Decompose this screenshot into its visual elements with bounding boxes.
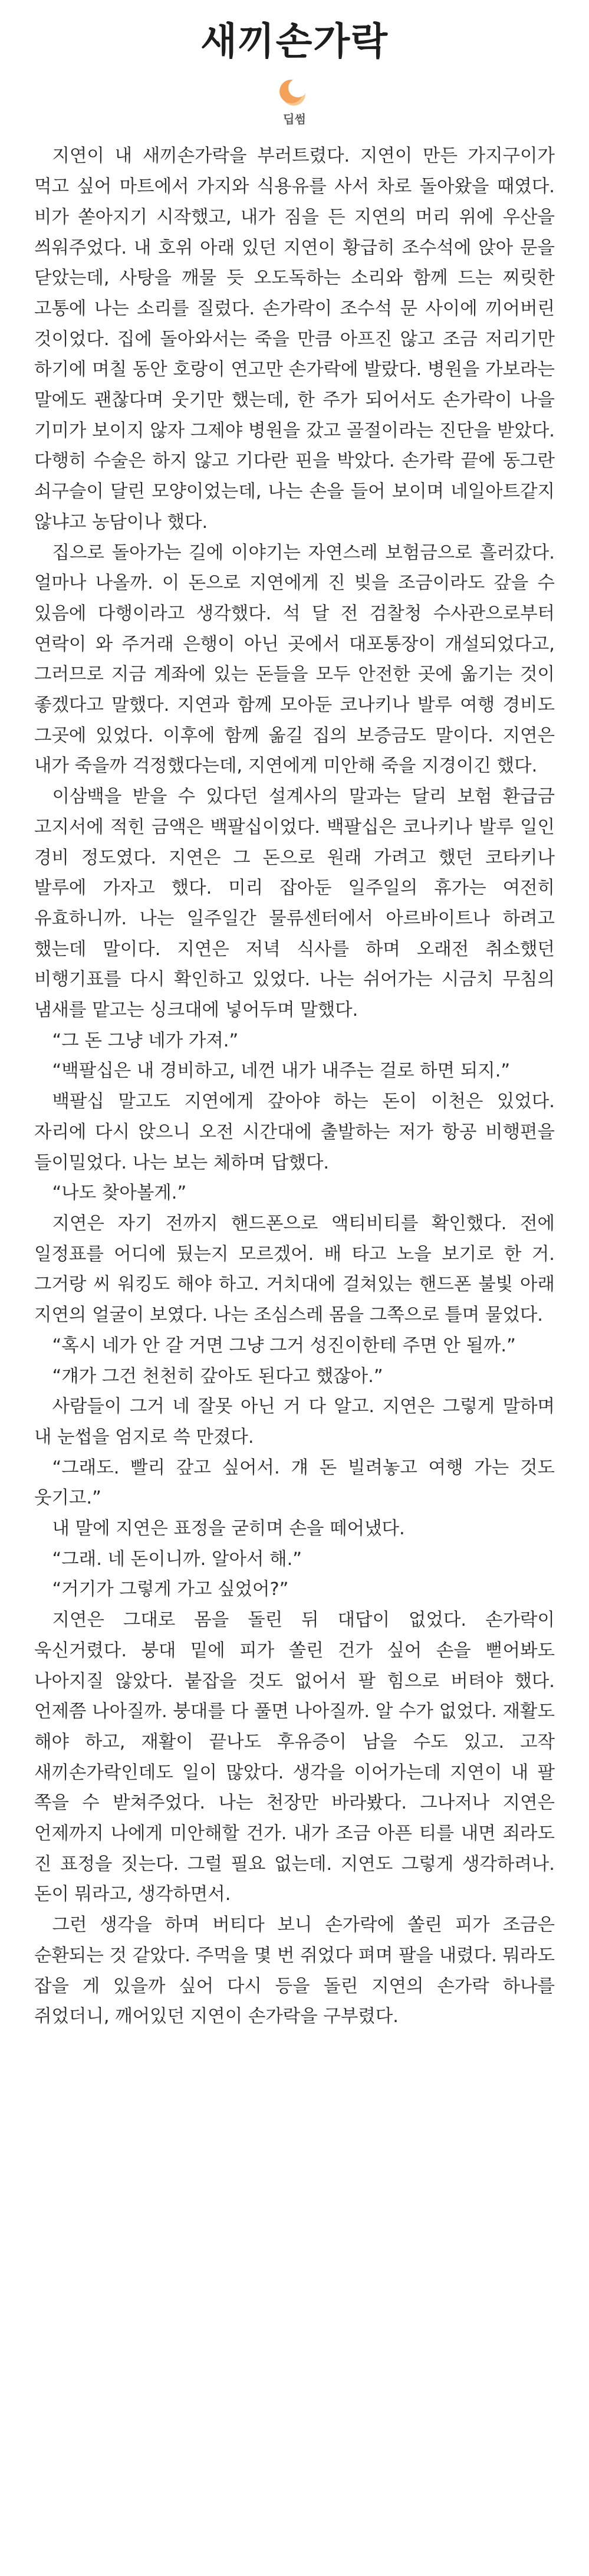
paragraph: 그런 생각을 하며 버티다 보니 손가락에 쏠린 피가 조금은 순환되는 것 같았다. 주먹을 몇 번 쥐었다 펴며 팔을 내렸다. 뭐라도 잡을 게 있을까 싶어 다시 등을 돌린 지연의 손가락 하나를 쥐었더니, 깨어있던 지연이 손가락을 구부렸다.	[34, 1915, 555, 2027]
paragraph: 사람들이 그거 네 잘못 아닌 거 다 알고. 지연은 그렇게 말하며 내 눈썹을 엄지로 쓱 만졌다.	[34, 1396, 555, 1448]
paragraph: 백팔십 말고도 지연에게 갚아야 하는 돈이 이천은 있었다. 자리에 다시 앉으니 오전 시간대에 출발하는 저가 항공 비행편을 들이밀었다. 나는 보는 체하며 답했다.	[34, 1091, 555, 1173]
brand-name: 딥썸	[283, 112, 306, 127]
paragraph: 지연은 그대로 몸을 돌린 뒤 대답이 없었다. 손가락이 욱신거렸다. 붕대 밑에 피가 쏠린 건가 싶어 손을 뻗어봐도 나아지질 않았다. 붙잡을 것도 없어서 팔 힘으로 버텨야 했다. 언제쯤 나아질까. 붕대를 다 풀면 나아질까. 알 수가 없었다. 재활도 해야 하고, 재활이 끝나도 후유증이 남을 수도 있고. 고작 새끼손가락인데도 일이 많았다. 생각을 이어가는데 지연이 내 팔 쪽을 수 받쳐주었다. 나는 천장만 바라봤다. 그나저나 지연은 언제까지 나에게 미안해할 건가. 내가 조금 아픈 티를 내면 죄라도 진 표정을 짓는다. 그럴 필요 없는데. 지연도 그렇게 생각하려나. 돈이 뭐라고, 생각하면서.	[34, 1610, 555, 1905]
paragraph: 내 말에 지연은 표정을 굳히며 손을 떼어냈다.	[52, 1518, 405, 1540]
dialogue-line: “혹시 네가 안 갈 거면 그냥 그거 성진이한테 주면 안 될까.”	[52, 1335, 516, 1356]
dialogue-line: “그래. 네 돈이니까. 알아서 해.”	[52, 1548, 302, 1570]
paragraph: 지연은 자기 전까지 핸드폰으로 액티비티를 확인했다. 전에 일정표를 어디에 뒀는지 모르겠어. 배 타고 노을 보기로 한 거. 그거랑 씨 워킹도 해야 하고. 거치대에 걸쳐있는 핸드폰 불빛 아래 지연의 얼굴이 보였다. 나는 조심스레 몸을 그쪽으로 틀며 물었다.	[34, 1213, 555, 1326]
dialogue-line: “백팔십은 내 경비하고, 네껀 내가 내주는 걸로 하면 되지.”	[52, 1061, 511, 1082]
brand-mark	[34, 76, 555, 127]
paragraph: 집으로 돌아가는 길에 이야기는 자연스레 보험금으로 흘러갔다. 얼마나 나올까. 이 돈으로 지연에게 진 빚을 조금이라도 갚을 수 있음에 다행이라고 생각했다. 석 달 전 검찰청 수사관으로부터 연락이 와 주거래 은행이 아닌 곳에서 대포통장이 개설되었다고, 그러므로 지금 계좌에 있는 돈들을 모두 안전한 곳에 옮기는 것이 좋겠다고 말했다. 지연과 함께 모아둔 코나키나 발루 여행 경비도 그곳에 있었다. 이후에 함께 옮길 집의 보증금도 말이다. 지연은 내가 죽을까 걱정했다는데, 지연에게 미안해 죽을 지경이긴 했다.	[34, 542, 555, 777]
paragraph: 지연이 내 새끼손가락을 부러트렸다. 지연이 만든 가지구이가 먹고 싶어 마트에서 가지와 식용유를 사서 차로 돌아왔을 때였다. 비가 쏟아지기 시작했고, 내가 짐을 든 지연의 머리 위에 우산을 씌워주었다. 내 호위 아래 있던 지연이 황급히 조수석에 앉아 문을 닫았는데, 사탕을 깨물 듯 오도독하는 소리와 함께 드는 찌릿한 고통에 나는 소리를 질렀다. 손가락이 조수석 문 사이에 끼어버린 것이었다. 집에 돌아와서는 죽을 만큼 아프진 않고 조금 저리기만 하기에 며칠 동안 호랑이 연고만 손가락에 발랐다. 병원을 가보라는 말에도 괜찮다며 웃기만 했는데, 한 주가 되어서도 손가락이 나을 기미가 보이지 않자 그제야 병원을 갔고 골절이라는 진단을 받았다. 다행히 수술은 하지 않고 기다란 핀을 박았다. 손가락 끝에 동그란 쇠구슬이 달린 모양이었는데, 나는 손을 들어 보이며 네일아트같지 않냐고 농담이나 했다.	[34, 146, 555, 533]
dialogue-line: “나도 찾아볼게.”	[52, 1183, 187, 1204]
dialogue-line: “그 돈 그냥 네가 가져.”	[52, 1030, 239, 1051]
dialogue-line: “그래도. 빨리 갚고 싶어서. 걔 돈 빌려놓고 여행 가는 것도 웃기고.”	[34, 1457, 555, 1509]
paragraph: 이삼백을 받을 수 있다던 설계사의 말과는 달리 보험 환급금 고지서에 적힌 금액은 백팔십이었다. 백팔십은 코나키나 발루 일인 경비 정도였다. 지연은 그 돈으로 원래 가려고 했던 코타키나 발루에 가자고 했다. 미리 잡아둔 일주일의 휴가는 여전히 유효하니까. 나는 일주일간 물류센터에서 아르바이트나 하려고 했는데 말이다. 지연은 저녁 식사를 하며 오래전 취소했던 비행기표를 다시 확인하고 있었다. 나는 쉬어가는 시금치 무침의 냄새를 맡고는 싱크대에 넣어두며 말했다.	[34, 786, 555, 1021]
sun-crescent-logo-icon	[278, 76, 311, 109]
article-title: 새끼손가락	[200, 20, 389, 64]
article-body	[34, 141, 555, 2032]
dialogue-line: “걔가 그건 천천히 갚아도 된다고 했잖아.”	[52, 1366, 383, 1387]
dialogue-line: “거기가 그렇게 가고 싶었어?”	[52, 1579, 289, 1600]
